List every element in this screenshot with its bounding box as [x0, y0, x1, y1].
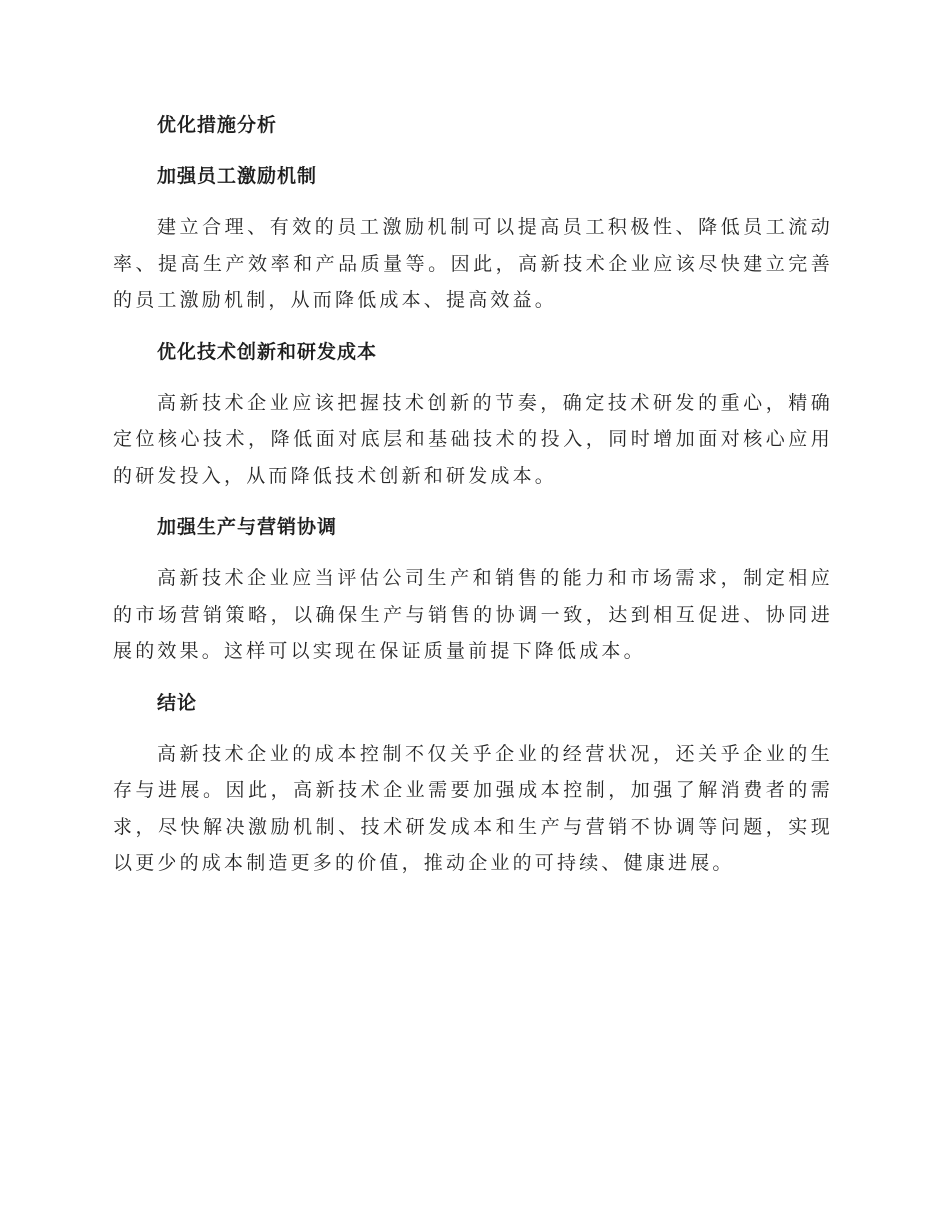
section-heading-optimization-analysis: 优化措施分析 — [157, 114, 278, 136]
paragraph-employee-incentive: 建立合理、有效的员工激励机制可以提高员工积极性、降低员工流动率、提高生产效率和产品质量等。因此，高新技术企业应该尽快建立完善的员工激励机制，从而降低成本、提高效益。 — [113, 216, 833, 311]
section-heading-tech-innovation: 优化技术创新和研发成本 — [157, 340, 378, 363]
paragraph-conclusion: 高新技术企业的成本控制不仅关乎企业的经营状况，还关乎企业的生存与进展。因此，高新技术企业需要加强成本控制，加强了解消费者的需求，尽快解决激励机制、技术研发成本和生产与营销不协调等问题，实现以更少的成本制造更多的价值，推动企业的可持续、健康进展。 — [113, 742, 833, 874]
document-body — [113, 107, 833, 882]
section-heading-conclusion: 结论 — [157, 691, 198, 714]
paragraph-tech-innovation: 高新技术企业应该把握技术创新的节奏，确定技术研发的重心，精确定位核心技术，降低面对底层和基础技术的投入，同时增加面对核心应用的研发投入，从而降低技术创新和研发成本。 — [113, 391, 833, 487]
paragraph-production-marketing: 高新技术企业应当评估公司生产和销售的能力和市场需求，制定相应的市场营销策略，以确保生产与销售的协调一致，达到相互促进、协同进展的效果。这样可以实现在保证质量前提下降低成本。 — [113, 567, 833, 662]
section-heading-production-marketing: 加强生产与营销协调 — [157, 516, 338, 538]
section-heading-employee-incentive: 加强员工激励机制 — [157, 165, 318, 187]
